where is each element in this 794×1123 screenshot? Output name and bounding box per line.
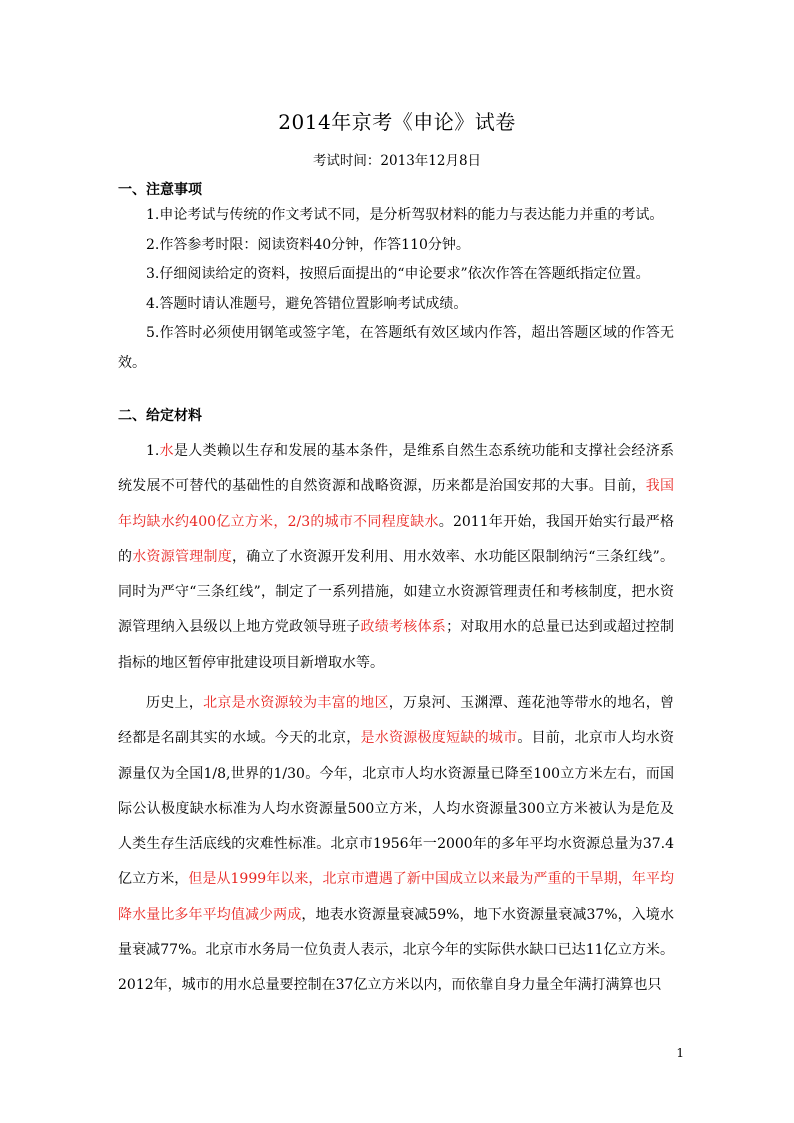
section-heading-notice: 一、注意事项 xyxy=(118,182,202,198)
paragraph-text: ，确立了水资源开发利用、用水效率、水功能区限制纳污“三条红线”。同时为严守“三条红线”，制定了一系列措施，如建立水资源管理责任和考核制度，把水资源管理纳入县级以上地方党政领导班子 xyxy=(118,548,675,636)
notice-item: 5.作答时必须使用钢笔或签字笔，在答题纸有效区域内作答，超出答题区域的作答无效。 xyxy=(118,325,674,371)
material-paragraph-2 xyxy=(118,686,674,1004)
notice-item: 1.申论考试与传统的作文考试不同，是分析驾驭材料的能力与表达能力并重的考试。 xyxy=(146,207,664,223)
section-heading-materials: 二、给定材料 xyxy=(118,408,202,424)
notice-list xyxy=(118,201,674,378)
material-paragraph-1 xyxy=(118,434,674,681)
exam-time: 考试时间：2013年12月8日 xyxy=(312,153,482,169)
notice-item: 2.作答参考时限：阅读资料40分钟，作答110分钟。 xyxy=(146,236,470,253)
highlighted-text: 我国年均缺水约400亿立方米，2/3的城市不同程度缺水 xyxy=(118,478,674,530)
paragraph-text: 1. xyxy=(146,443,160,459)
document-title: 2014年京考《申论》试卷 xyxy=(278,110,516,134)
paragraph-text: ，地表水资源量衰减59%，地下水资源量衰减37%，入境水量衰减77%。北京市水务局一位负责人表示，北京今年的实际供水缺口已达11亿立方米。2012年，城市的用水总量要控制在37亿立方米以内，而依靠自身力量全年满打满算也只 xyxy=(118,906,674,994)
notice-item: 3.仔细阅读给定的资料，按照后面提出的“申论要求”依次作答在答题纸指定位置。 xyxy=(146,266,650,282)
highlighted-text: 是水资源极度短缺的城市 xyxy=(360,730,518,747)
paragraph-text: ，万泉河、玉渊潭、莲花池等带水的地名，曾经都是名副其实的水域。今天的北京， xyxy=(118,695,675,747)
paragraph-text: 。目前，北京市人均水资源量仅为全国1/8,世界的1/30。今年，北京市人均水资源量已降至100立方米左右，而国际公认极度缺水标准为人均水资源量500立方米，人均水资源量300立方米被认为是危及人类生存生活底线的灾难性标准。北京市1956年一2000年的多年平均水资源总量为37.4亿立方米， xyxy=(118,730,675,888)
paragraph-text: ；对取用水的总量已达到或超过控制指标的地区暂停审批建设项目新增取水等。 xyxy=(118,619,675,671)
paragraph-text: 。2011年开始，我国开始实行最严格的 xyxy=(118,513,674,565)
highlighted-text: 水 xyxy=(159,443,174,459)
highlighted-text: 但是从1999年以来，北京市遭遇了新中国成立以来最为严重的干旱期，年平均降水量比多年平均值减少两成 xyxy=(118,871,674,923)
highlighted-text: 北京是水资源较为丰富的地区 xyxy=(203,695,389,711)
paragraph-text: 历史上， xyxy=(146,695,204,711)
highlighted-text: 水资源管理制度 xyxy=(132,548,232,565)
page-number: 1 xyxy=(676,1046,684,1060)
paragraph-text: 是人类赖以生存和发展的基本条件，是维系自然生态系统功能和支撑社会经济系统发展不可替代的基础性的自然资源和战略资源，历来都是治国安邦的大事。目前， xyxy=(118,443,675,495)
notice-item: 4.答题时请认准题号，避免答错位置影响考试成绩。 xyxy=(146,295,468,312)
highlighted-text: 政绩考核体系 xyxy=(360,619,447,636)
